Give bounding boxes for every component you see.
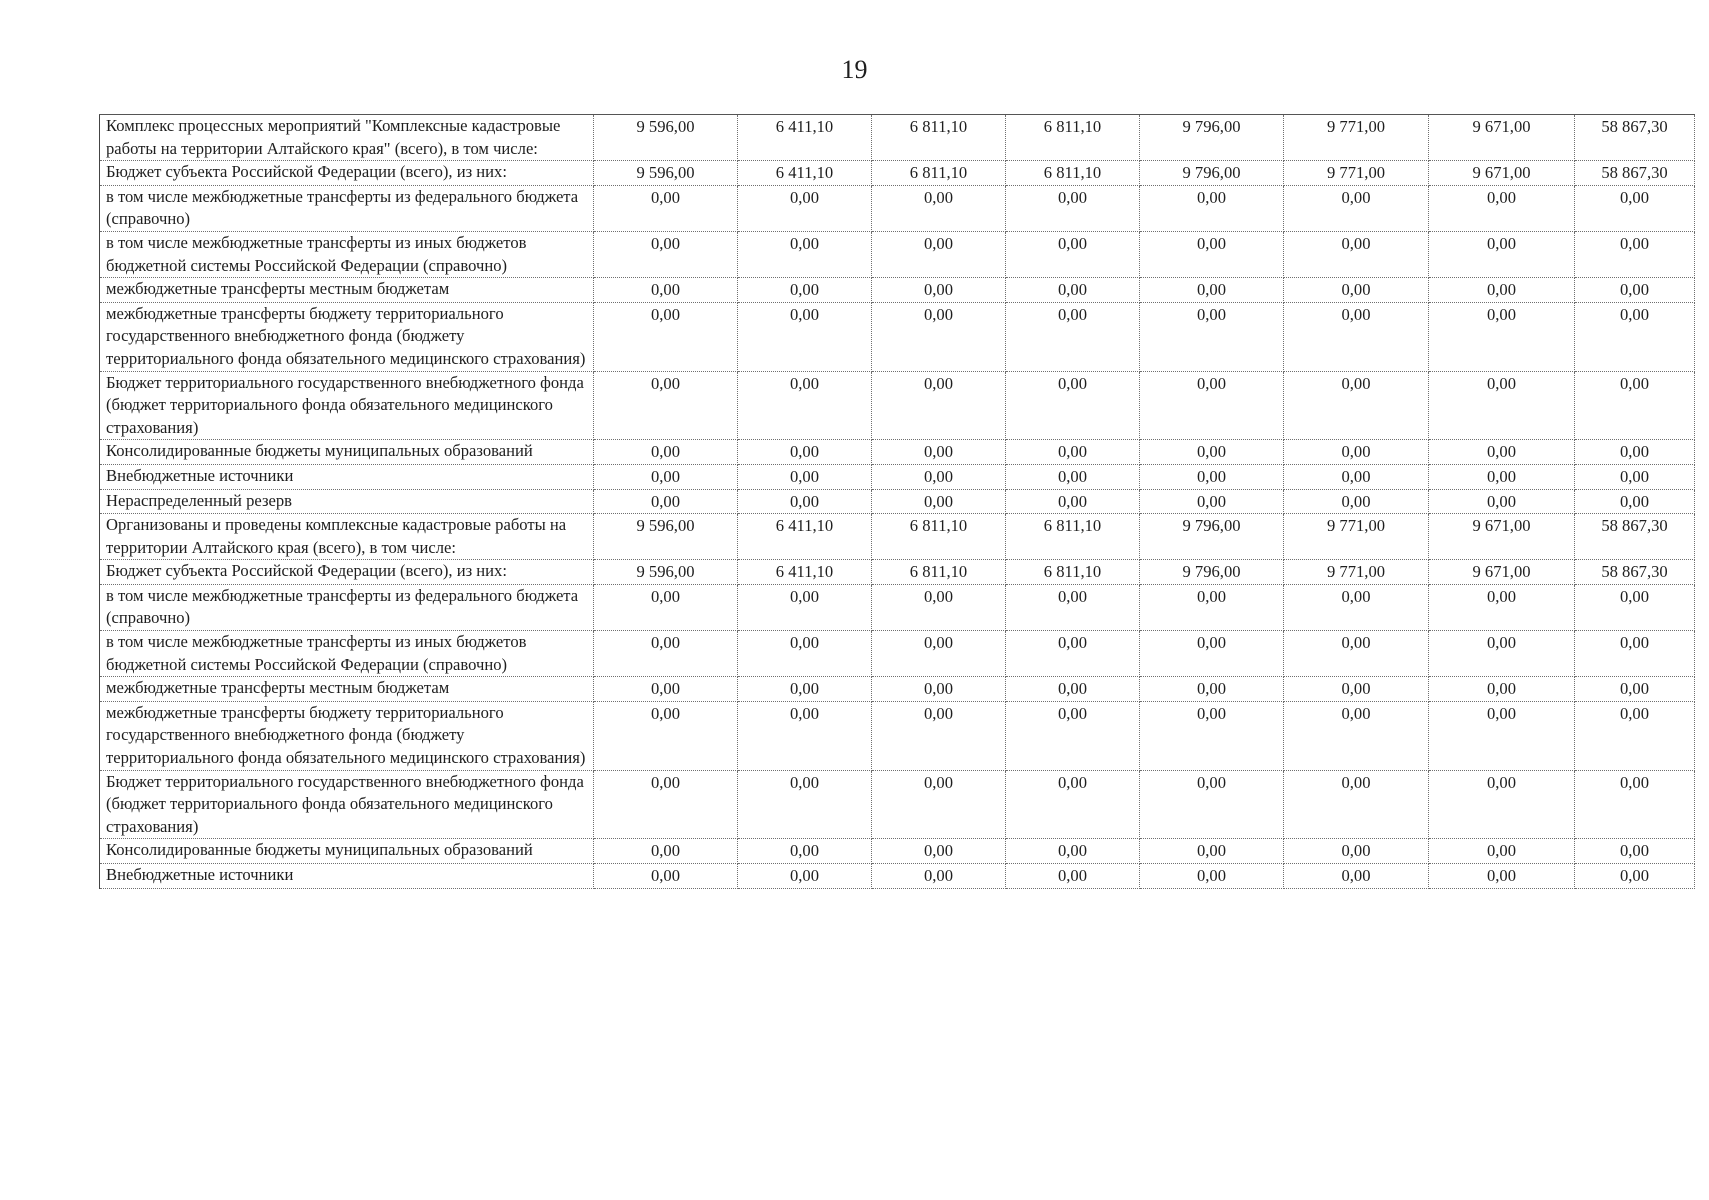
row-label: межбюджетные трансферты местным бюджетам bbox=[100, 677, 594, 702]
value-col-5: 0,00 bbox=[1140, 302, 1284, 371]
value-col-4: 0,00 bbox=[1006, 701, 1140, 770]
value-col-1: 0,00 bbox=[594, 839, 738, 864]
row-label: в том числе межбюджетные трансферты из федерального бюджета (справочно) bbox=[100, 185, 594, 231]
table-row bbox=[100, 161, 1695, 186]
table-row bbox=[100, 185, 1695, 231]
value-col-7: 0,00 bbox=[1429, 440, 1575, 465]
value-col-1: 0,00 bbox=[594, 440, 738, 465]
value-col-7: 0,00 bbox=[1429, 278, 1575, 303]
total-value: 0,00 bbox=[1575, 701, 1695, 770]
value-col-6: 0,00 bbox=[1284, 278, 1429, 303]
value-col-7: 9 671,00 bbox=[1429, 560, 1575, 585]
value-col-6: 9 771,00 bbox=[1284, 115, 1429, 161]
value-col-4: 0,00 bbox=[1006, 584, 1140, 630]
total-value: 58 867,30 bbox=[1575, 161, 1695, 186]
total-value: 0,00 bbox=[1575, 584, 1695, 630]
table-row bbox=[100, 464, 1695, 489]
row-label: Бюджет территориального государственного внебюджетного фонда (бюджет территориального фонда обязательного медицинского страхования) bbox=[100, 371, 594, 440]
value-col-5: 9 796,00 bbox=[1140, 514, 1284, 560]
value-col-3: 0,00 bbox=[872, 864, 1006, 889]
row-label: в том числе межбюджетные трансферты из иных бюджетов бюджетной системы Российской Федерации (справочно) bbox=[100, 631, 594, 677]
value-col-7: 0,00 bbox=[1429, 839, 1575, 864]
table-row bbox=[100, 440, 1695, 465]
total-value: 0,00 bbox=[1575, 864, 1695, 889]
value-col-7: 0,00 bbox=[1429, 631, 1575, 677]
value-col-4: 0,00 bbox=[1006, 677, 1140, 702]
value-col-5: 0,00 bbox=[1140, 839, 1284, 864]
table-row bbox=[100, 677, 1695, 702]
value-col-6: 0,00 bbox=[1284, 584, 1429, 630]
value-col-7: 0,00 bbox=[1429, 701, 1575, 770]
value-col-7: 0,00 bbox=[1429, 464, 1575, 489]
value-col-6: 0,00 bbox=[1284, 231, 1429, 277]
value-col-5: 0,00 bbox=[1140, 701, 1284, 770]
value-col-3: 0,00 bbox=[872, 371, 1006, 440]
value-col-6: 0,00 bbox=[1284, 631, 1429, 677]
value-col-3: 0,00 bbox=[872, 677, 1006, 702]
table-row bbox=[100, 631, 1695, 677]
value-col-5: 0,00 bbox=[1140, 677, 1284, 702]
value-col-5: 0,00 bbox=[1140, 278, 1284, 303]
value-col-5: 0,00 bbox=[1140, 231, 1284, 277]
value-col-5: 0,00 bbox=[1140, 464, 1284, 489]
value-col-6: 0,00 bbox=[1284, 677, 1429, 702]
value-col-4: 0,00 bbox=[1006, 371, 1140, 440]
table-row bbox=[100, 864, 1695, 889]
value-col-2: 0,00 bbox=[738, 839, 872, 864]
value-col-5: 0,00 bbox=[1140, 631, 1284, 677]
budget-table bbox=[99, 114, 1695, 889]
value-col-1: 0,00 bbox=[594, 489, 738, 514]
table-row bbox=[100, 371, 1695, 440]
table-row bbox=[100, 278, 1695, 303]
value-col-3: 0,00 bbox=[872, 185, 1006, 231]
table-row bbox=[100, 489, 1695, 514]
value-col-5: 0,00 bbox=[1140, 371, 1284, 440]
value-col-2: 0,00 bbox=[738, 631, 872, 677]
value-col-2: 0,00 bbox=[738, 440, 872, 465]
value-col-1: 0,00 bbox=[594, 185, 738, 231]
value-col-2: 0,00 bbox=[738, 864, 872, 889]
value-col-6: 0,00 bbox=[1284, 839, 1429, 864]
value-col-3: 0,00 bbox=[872, 631, 1006, 677]
value-col-3: 0,00 bbox=[872, 489, 1006, 514]
row-label: Консолидированные бюджеты муниципальных образований bbox=[100, 839, 594, 864]
value-col-2: 0,00 bbox=[738, 489, 872, 514]
value-col-7: 0,00 bbox=[1429, 489, 1575, 514]
value-col-4: 6 811,10 bbox=[1006, 115, 1140, 161]
value-col-7: 9 671,00 bbox=[1429, 514, 1575, 560]
value-col-5: 0,00 bbox=[1140, 584, 1284, 630]
value-col-6: 9 771,00 bbox=[1284, 161, 1429, 186]
value-col-6: 0,00 bbox=[1284, 302, 1429, 371]
row-label: межбюджетные трансферты бюджету территориального государственного внебюджетного фонда (бюджету территориального фонда обязательного медицинского страхования) bbox=[100, 302, 594, 371]
value-col-5: 9 796,00 bbox=[1140, 560, 1284, 585]
value-col-4: 6 811,10 bbox=[1006, 560, 1140, 585]
table-row bbox=[100, 560, 1695, 585]
value-col-1: 0,00 bbox=[594, 631, 738, 677]
total-value: 0,00 bbox=[1575, 185, 1695, 231]
value-col-4: 0,00 bbox=[1006, 231, 1140, 277]
value-col-4: 0,00 bbox=[1006, 278, 1140, 303]
value-col-1: 0,00 bbox=[594, 864, 738, 889]
value-col-2: 0,00 bbox=[738, 701, 872, 770]
value-col-1: 9 596,00 bbox=[594, 560, 738, 585]
value-col-3: 0,00 bbox=[872, 584, 1006, 630]
total-value: 0,00 bbox=[1575, 770, 1695, 839]
row-label: Бюджет субъекта Российской Федерации (всего), из них: bbox=[100, 161, 594, 186]
value-col-7: 9 671,00 bbox=[1429, 115, 1575, 161]
value-col-3: 6 811,10 bbox=[872, 560, 1006, 585]
row-label: в том числе межбюджетные трансферты из иных бюджетов бюджетной системы Российской Федерации (справочно) bbox=[100, 231, 594, 277]
value-col-1: 0,00 bbox=[594, 464, 738, 489]
value-col-1: 0,00 bbox=[594, 677, 738, 702]
value-col-1: 0,00 bbox=[594, 770, 738, 839]
total-value: 0,00 bbox=[1575, 440, 1695, 465]
page-number: 19 bbox=[841, 55, 868, 84]
value-col-3: 6 811,10 bbox=[872, 514, 1006, 560]
value-col-6: 0,00 bbox=[1284, 489, 1429, 514]
value-col-2: 0,00 bbox=[738, 770, 872, 839]
total-value: 58 867,30 bbox=[1575, 115, 1695, 161]
value-col-5: 0,00 bbox=[1140, 440, 1284, 465]
value-col-1: 0,00 bbox=[594, 584, 738, 630]
value-col-2: 0,00 bbox=[738, 677, 872, 702]
value-col-7: 0,00 bbox=[1429, 302, 1575, 371]
value-col-1: 0,00 bbox=[594, 302, 738, 371]
row-label: Бюджет территориального государственного внебюджетного фонда (бюджет территориального фонда обязательного медицинского страхования) bbox=[100, 770, 594, 839]
value-col-2: 0,00 bbox=[738, 231, 872, 277]
total-value: 0,00 bbox=[1575, 278, 1695, 303]
table-row bbox=[100, 231, 1695, 277]
value-col-6: 0,00 bbox=[1284, 440, 1429, 465]
table-row bbox=[100, 839, 1695, 864]
table-row bbox=[100, 115, 1695, 161]
table-row bbox=[100, 302, 1695, 371]
row-label: Комплекс процессных мероприятий "Комплексные кадастровые работы на территории Алтайского края" (всего), в том числе: bbox=[100, 115, 594, 161]
value-col-5: 9 796,00 bbox=[1140, 161, 1284, 186]
total-value: 0,00 bbox=[1575, 631, 1695, 677]
value-col-4: 0,00 bbox=[1006, 839, 1140, 864]
total-value: 0,00 bbox=[1575, 231, 1695, 277]
value-col-6: 0,00 bbox=[1284, 464, 1429, 489]
total-value: 58 867,30 bbox=[1575, 560, 1695, 585]
value-col-7: 0,00 bbox=[1429, 231, 1575, 277]
total-value: 0,00 bbox=[1575, 839, 1695, 864]
row-label: Внебюджетные источники bbox=[100, 464, 594, 489]
value-col-2: 0,00 bbox=[738, 584, 872, 630]
value-col-5: 0,00 bbox=[1140, 185, 1284, 231]
row-label: Нераспределенный резерв bbox=[100, 489, 594, 514]
table-row bbox=[100, 584, 1695, 630]
value-col-4: 0,00 bbox=[1006, 440, 1140, 465]
value-col-6: 0,00 bbox=[1284, 701, 1429, 770]
value-col-5: 0,00 bbox=[1140, 489, 1284, 514]
value-col-4: 6 811,10 bbox=[1006, 161, 1140, 186]
value-col-4: 0,00 bbox=[1006, 302, 1140, 371]
table-row bbox=[100, 770, 1695, 839]
value-col-6: 0,00 bbox=[1284, 770, 1429, 839]
row-label: межбюджетные трансферты бюджету территориального государственного внебюджетного фонда (бюджету территориального фонда обязательного медицинского страхования) bbox=[100, 701, 594, 770]
value-col-6: 0,00 bbox=[1284, 864, 1429, 889]
value-col-6: 0,00 bbox=[1284, 371, 1429, 440]
value-col-7: 0,00 bbox=[1429, 677, 1575, 702]
value-col-3: 0,00 bbox=[872, 701, 1006, 770]
value-col-7: 0,00 bbox=[1429, 584, 1575, 630]
value-col-1: 0,00 bbox=[594, 231, 738, 277]
value-col-7: 0,00 bbox=[1429, 371, 1575, 440]
value-col-5: 0,00 bbox=[1140, 864, 1284, 889]
value-col-5: 0,00 bbox=[1140, 770, 1284, 839]
value-col-3: 6 811,10 bbox=[872, 115, 1006, 161]
value-col-4: 0,00 bbox=[1006, 770, 1140, 839]
value-col-2: 0,00 bbox=[738, 185, 872, 231]
value-col-2: 0,00 bbox=[738, 278, 872, 303]
value-col-3: 0,00 bbox=[872, 464, 1006, 489]
row-label: в том числе межбюджетные трансферты из федерального бюджета (справочно) bbox=[100, 584, 594, 630]
value-col-3: 0,00 bbox=[872, 770, 1006, 839]
value-col-7: 0,00 bbox=[1429, 185, 1575, 231]
value-col-1: 0,00 bbox=[594, 278, 738, 303]
row-label: Консолидированные бюджеты муниципальных образований bbox=[100, 440, 594, 465]
value-col-3: 0,00 bbox=[872, 231, 1006, 277]
value-col-7: 0,00 bbox=[1429, 864, 1575, 889]
value-col-4: 0,00 bbox=[1006, 464, 1140, 489]
value-col-1: 0,00 bbox=[594, 371, 738, 440]
row-label: межбюджетные трансферты местным бюджетам bbox=[100, 278, 594, 303]
table-row bbox=[100, 701, 1695, 770]
budget-table-body bbox=[100, 115, 1695, 889]
total-value: 0,00 bbox=[1575, 464, 1695, 489]
value-col-7: 9 671,00 bbox=[1429, 161, 1575, 186]
value-col-7: 0,00 bbox=[1429, 770, 1575, 839]
value-col-2: 0,00 bbox=[738, 371, 872, 440]
value-col-3: 6 811,10 bbox=[872, 161, 1006, 186]
total-value: 0,00 bbox=[1575, 302, 1695, 371]
value-col-3: 0,00 bbox=[872, 278, 1006, 303]
value-col-3: 0,00 bbox=[872, 302, 1006, 371]
total-value: 0,00 bbox=[1575, 677, 1695, 702]
row-label: Бюджет субъекта Российской Федерации (всего), из них: bbox=[100, 560, 594, 585]
table-row bbox=[100, 514, 1695, 560]
value-col-2: 6 411,10 bbox=[738, 161, 872, 186]
row-label: Внебюджетные источники bbox=[100, 864, 594, 889]
value-col-6: 0,00 bbox=[1284, 185, 1429, 231]
value-col-4: 6 811,10 bbox=[1006, 514, 1140, 560]
value-col-3: 0,00 bbox=[872, 839, 1006, 864]
total-value: 58 867,30 bbox=[1575, 514, 1695, 560]
value-col-1: 9 596,00 bbox=[594, 514, 738, 560]
value-col-6: 9 771,00 bbox=[1284, 560, 1429, 585]
value-col-5: 9 796,00 bbox=[1140, 115, 1284, 161]
row-label: Организованы и проведены комплексные кадастровые работы на территории Алтайского края (всего), в том числе: bbox=[100, 514, 594, 560]
value-col-4: 0,00 bbox=[1006, 631, 1140, 677]
value-col-1: 9 596,00 bbox=[594, 115, 738, 161]
total-value: 0,00 bbox=[1575, 489, 1695, 514]
value-col-4: 0,00 bbox=[1006, 864, 1140, 889]
value-col-2: 0,00 bbox=[738, 464, 872, 489]
value-col-2: 0,00 bbox=[738, 302, 872, 371]
total-value: 0,00 bbox=[1575, 371, 1695, 440]
value-col-2: 6 411,10 bbox=[738, 514, 872, 560]
value-col-4: 0,00 bbox=[1006, 489, 1140, 514]
value-col-1: 0,00 bbox=[594, 701, 738, 770]
value-col-2: 6 411,10 bbox=[738, 115, 872, 161]
value-col-1: 9 596,00 bbox=[594, 161, 738, 186]
value-col-4: 0,00 bbox=[1006, 185, 1140, 231]
value-col-2: 6 411,10 bbox=[738, 560, 872, 585]
value-col-6: 9 771,00 bbox=[1284, 514, 1429, 560]
value-col-3: 0,00 bbox=[872, 440, 1006, 465]
